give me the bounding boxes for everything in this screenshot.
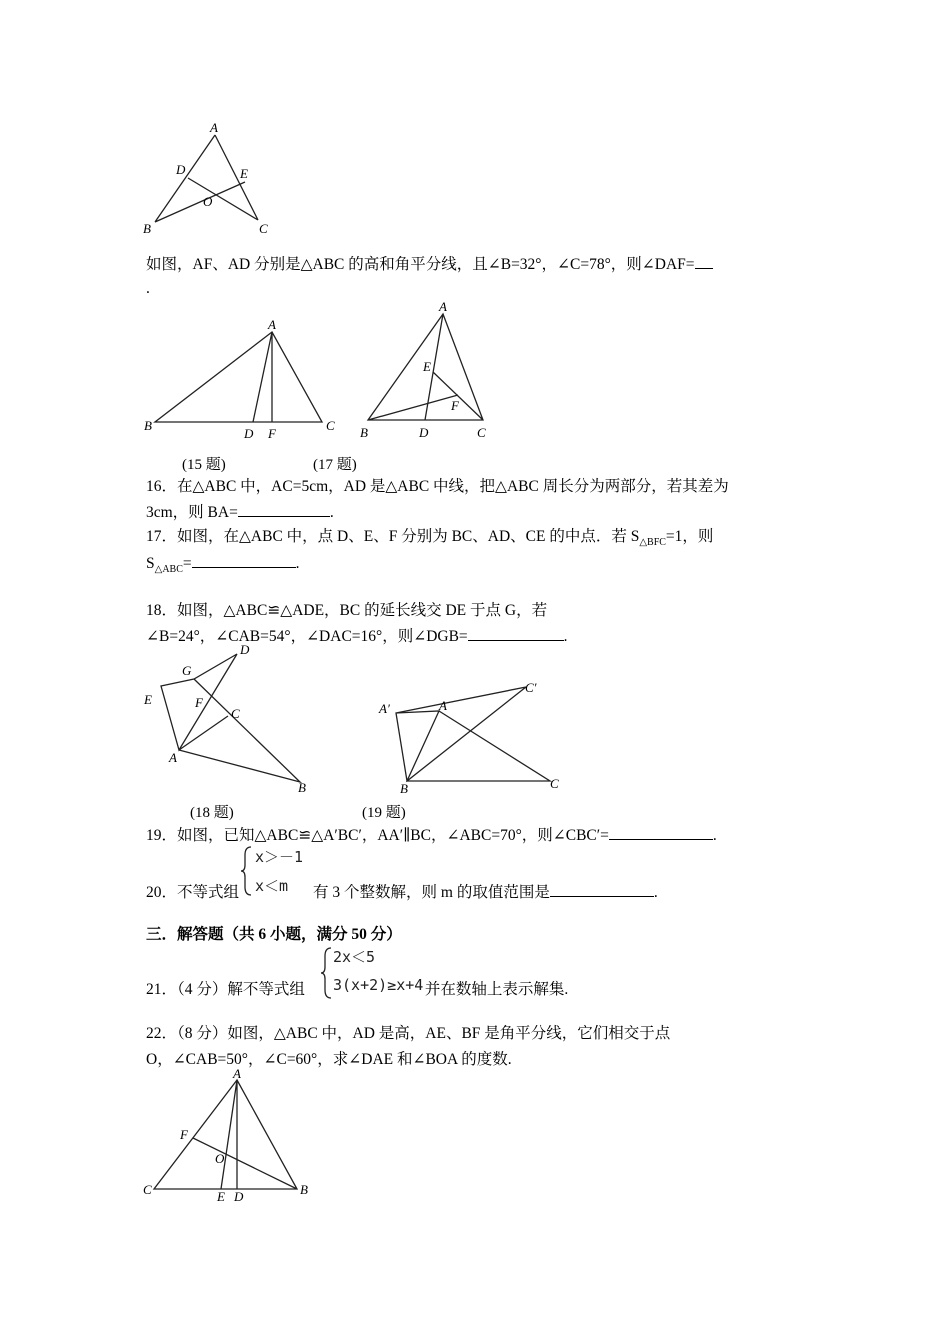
question-17-line2 xyxy=(146,553,300,580)
label-b: B xyxy=(298,780,306,795)
q17-sub2: △ABC xyxy=(154,564,183,576)
figure-q22 xyxy=(140,1068,320,1208)
label-c: C xyxy=(477,425,486,440)
question-22-line2: O，∠CAB=50°，∠C=60°，求∠DAE 和∠BOA 的度数. xyxy=(146,1051,512,1068)
q21-text-b: 并在数轴上表示解集. xyxy=(424,981,569,998)
label-c-prime: C′ xyxy=(525,680,537,695)
label-e: E xyxy=(144,692,152,707)
label-a-prime: A′ xyxy=(379,701,390,716)
q17-text: 17．如图，在△ABC 中，点 D、E、F 分别为 BC、AD、CE 的中点．若 S xyxy=(146,528,640,545)
q17-blank xyxy=(192,553,296,568)
q20-blank xyxy=(550,882,654,897)
q19-blank xyxy=(609,825,713,840)
label-a: A xyxy=(439,299,447,314)
label-a: A xyxy=(169,750,177,765)
q17-eq: = xyxy=(182,555,192,572)
figure-q15 xyxy=(140,312,350,442)
q20-brace xyxy=(241,845,253,897)
label-c: C xyxy=(143,1182,152,1197)
figure-q18 xyxy=(140,642,320,802)
label-o: O xyxy=(203,194,213,209)
q17-sub1: △BFC xyxy=(639,537,666,549)
q17-text-b: =1，则 xyxy=(665,528,714,545)
question-16-line1: 16．在△ABC 中，AC=5cm，AD 是△ABC 中线，把△ABC 周长分为两部分，若其差为 xyxy=(146,478,729,495)
q21-text-a: 21．（4 分）解不等式组 xyxy=(146,981,305,998)
q21-system-line2: 3(x+2)≥x+4 xyxy=(333,976,424,994)
label-d: D xyxy=(234,1189,244,1204)
label-d: D xyxy=(240,642,250,657)
q16-text: 3cm，则 BA= xyxy=(146,504,238,521)
q16-end: . xyxy=(329,504,334,521)
label-e: E xyxy=(217,1189,225,1204)
label-d: D xyxy=(244,426,254,441)
q20-text-a: 20．不等式组 xyxy=(146,884,240,901)
question-17-line1 xyxy=(146,527,713,553)
label-a: A xyxy=(210,120,218,135)
label-a: A xyxy=(233,1066,241,1081)
label-f: F xyxy=(180,1127,188,1142)
label-e: E xyxy=(240,166,248,181)
figure-q14 xyxy=(140,120,280,240)
label-d: D xyxy=(176,162,186,177)
q20-system-line1: x＞－1 xyxy=(255,848,304,866)
question-19 xyxy=(146,825,717,846)
label-a: A xyxy=(439,698,447,713)
q15-end: . xyxy=(146,280,150,297)
q19-text: 19．如图，已知△ABC≌△A′BC′，AA′∥BC，∠ABC=70°，则∠CBC′= xyxy=(146,827,609,844)
label-b: B xyxy=(144,418,152,433)
label-c: C xyxy=(259,221,268,236)
q21-brace xyxy=(321,946,333,1000)
q19-end: . xyxy=(712,827,717,844)
q18-end: . xyxy=(563,628,568,645)
caption-15: (15 题) xyxy=(182,457,226,473)
label-c: C xyxy=(326,418,335,433)
q20-text-b: 有 3 个整数解，则 m 的取值范围是 xyxy=(313,884,550,901)
label-f: F xyxy=(195,695,203,710)
q20-end: . xyxy=(653,884,658,901)
section-3-heading: 三．解答题（共 6 小题，满分 50 分） xyxy=(146,926,402,943)
question-16-line2 xyxy=(146,502,334,523)
question-18-line1: 18．如图，△ABC≌△ADE，BC 的延长线交 DE 于点 G，若 xyxy=(146,602,548,619)
q17-end: . xyxy=(295,555,300,572)
label-b: B xyxy=(300,1182,308,1197)
q15-blank xyxy=(695,254,713,269)
label-g: G xyxy=(182,663,192,678)
caption-18: (18 题) xyxy=(190,805,234,821)
q15-text: 如图，AF、AD 分别是△ABC 的高和角平分线，且∠B=32°，∠C=78°，则∠DAF= xyxy=(146,256,695,273)
q18-blank xyxy=(468,626,564,641)
q18-text: ∠B=24°，∠CAB=54°，∠DAC=16°，则∠DGB= xyxy=(146,628,468,645)
question-20 xyxy=(146,882,658,903)
question-22-line1: 22．（8 分）如图，△ABC 中，AD 是高，AE、BF 是角平分线，它们相交于点 xyxy=(146,1025,671,1042)
label-b: B xyxy=(400,781,408,796)
figure-q19 xyxy=(375,675,575,800)
label-a: A xyxy=(268,317,276,332)
label-c: C xyxy=(231,706,240,721)
caption-19: (19 题) xyxy=(362,805,406,821)
figure-q17 xyxy=(355,296,505,446)
label-b: B xyxy=(360,425,368,440)
label-f: F xyxy=(451,398,459,413)
label-d: D xyxy=(419,425,429,440)
q16-blank xyxy=(238,502,330,517)
label-e: E xyxy=(423,359,431,374)
q21-system-line1: 2x＜5 xyxy=(333,948,376,966)
label-c: C xyxy=(550,776,559,791)
q17-s: S xyxy=(146,555,155,572)
q20-system-line2: x＜m xyxy=(255,877,289,895)
label-b: B xyxy=(143,221,151,236)
caption-17: (17 题) xyxy=(313,457,357,473)
question-15 xyxy=(146,254,713,275)
label-o: O xyxy=(215,1151,225,1166)
label-f: F xyxy=(268,426,276,441)
